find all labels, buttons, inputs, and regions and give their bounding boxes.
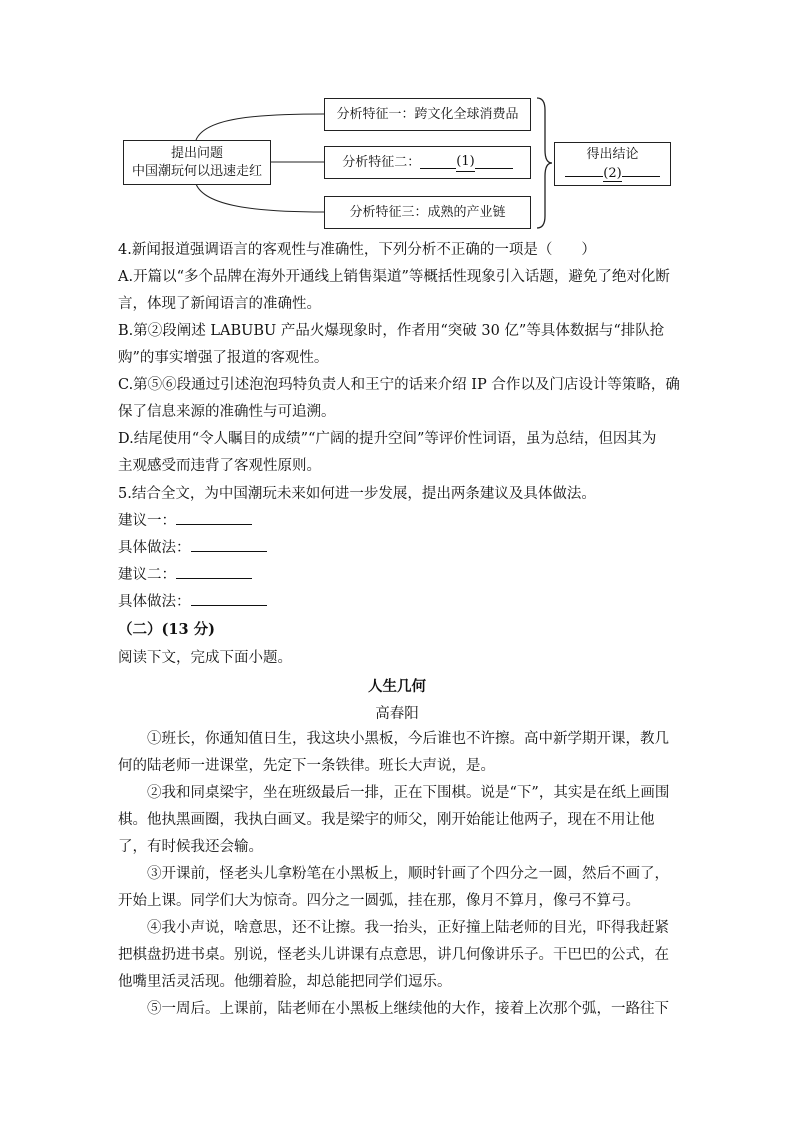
conclusion-blank-right[interactable]: [622, 164, 660, 177]
q5-method1-blank[interactable]: [191, 539, 267, 552]
q5-suggestion2-label: 建议二：: [118, 567, 176, 583]
conclusion-box: [554, 142, 671, 186]
q4-option-c-line2: 保了信息来源的准确性与可追溯。: [118, 404, 336, 420]
feature3-text: 分析特征三：成熟的产业链: [349, 204, 506, 220]
analysis-diagram: [0, 0, 794, 240]
feature2-marker: (1): [456, 153, 474, 172]
article-author: 高春阳: [375, 706, 419, 722]
conclusion-blank-left[interactable]: [565, 164, 603, 177]
q4-option-a-line2: 言，体现了新闻语言的准确性。: [118, 296, 321, 312]
paragraph-3: ③开课前，怪老头儿拿粉笔在小黑板上，顺时针画了个四分之一圆，然后不画了，开始上课。同学们大为惊奇。四分之一圆弧，挂在那，像月不算月，像弓不算弓。: [118, 866, 669, 909]
feature2-blank-right[interactable]: [475, 156, 513, 169]
connector-feature1: [196, 114, 324, 140]
q5-method2: [118, 592, 267, 612]
brace: [537, 98, 552, 228]
section2-heading: （二）(13 分): [118, 621, 215, 638]
conclusion-answer-line: [565, 164, 659, 183]
q5-method1-label: 具体做法：: [118, 540, 191, 556]
q5-suggestion2: [118, 565, 252, 585]
q5-suggestion1-blank[interactable]: [176, 512, 252, 525]
q5-method2-label: 具体做法：: [118, 594, 191, 610]
question-text: 中国潮玩何以迅速走红: [131, 163, 262, 179]
q5-method2-blank[interactable]: [191, 593, 267, 606]
q4-stem: 4.新闻报道强调语言的客观性与准确性，下列分析不正确的一项是（ ）: [118, 242, 596, 258]
q4-option-b-line1: B.第②段阐述 LABUBU 产品火爆现象时，作者用“突破 30 亿”等具体数据与“排队抢: [118, 323, 665, 339]
paragraph-2: ②我和同桌梁宇，坐在班级最后一排，正在下围棋。说是“下”，其实是在纸上画围棋。他执黑画圈，我执白画叉。我是梁宇的师父，刚开始能让他两子，现在不用让他了，有时候我还会输。: [118, 785, 670, 855]
feature2-box: [324, 146, 531, 179]
connector-feature3: [196, 184, 324, 212]
q5-suggestion1: [118, 511, 252, 531]
feature2-blank-left[interactable]: [420, 156, 456, 169]
paragraph-5: ⑤一周后。上课前，陆老师在小黑板上继续他的大作，接着上次那个弧，一路往下: [147, 1001, 669, 1017]
section2-instruction: 阅读下文，完成下面小题。: [118, 650, 292, 666]
feature1-text: 分析特征一：跨文化全球消费品: [336, 106, 519, 122]
q5-method1: [118, 538, 267, 558]
q4-option-d-line1: D.结尾使用“令人瞩目的成绩”“广阔的提升空间”等评价性词语，虽为总结，但因其为: [118, 431, 657, 447]
question-box: [123, 140, 271, 185]
feature3-box: [324, 196, 531, 229]
question-label: 提出问题: [170, 145, 223, 161]
conclusion-title: 得出结论: [586, 146, 639, 162]
paragraph-4: ④我小声说，啥意思，还不让擦。我一抬头，正好撞上陆老师的目光，吓得我赶紧把棋盘扔进书桌。别说，怪老头儿讲课有点意思，讲几何像讲乐子。干巴巴的公式，在他嘴里活灵活现。他绷着脸，却总能把同学们逗乐。: [118, 920, 669, 990]
q5-suggestion1-label: 建议一：: [118, 513, 176, 529]
paragraph-1: ①班长，你通知值日生，我这块小黑板，今后谁也不许擦。高中新学期开课，教几何的陆老师一进课堂，先定下一条铁律。班长大声说，是。: [118, 731, 669, 774]
q4-option-b-line2: 购”的事实增强了报道的客观性。: [118, 350, 329, 366]
q4-option-a-line1: A.开篇以“多个品牌在海外开通线上销售渠道”等概括性现象引入话题，避免了绝对化断: [118, 269, 670, 285]
article-title: 人生几何: [368, 678, 426, 695]
conclusion-marker: (2): [603, 165, 622, 181]
q4-option-c-line1: C.第⑤⑥段通过引述泡泡玛特负责人和王宁的话来介绍 IP 合作以及门店设计等策略，确: [118, 377, 680, 393]
q5-suggestion2-blank[interactable]: [176, 566, 252, 579]
q5-stem: 5.结合全文，为中国潮玩未来如何进一步发展，提出两条建议及具体做法。: [118, 486, 596, 502]
feature2-label: 分析特征二：: [342, 154, 421, 170]
q4-option-d-line2: 主观感受而违背了客观性原则。: [118, 458, 321, 474]
feature1-box: [324, 98, 531, 131]
